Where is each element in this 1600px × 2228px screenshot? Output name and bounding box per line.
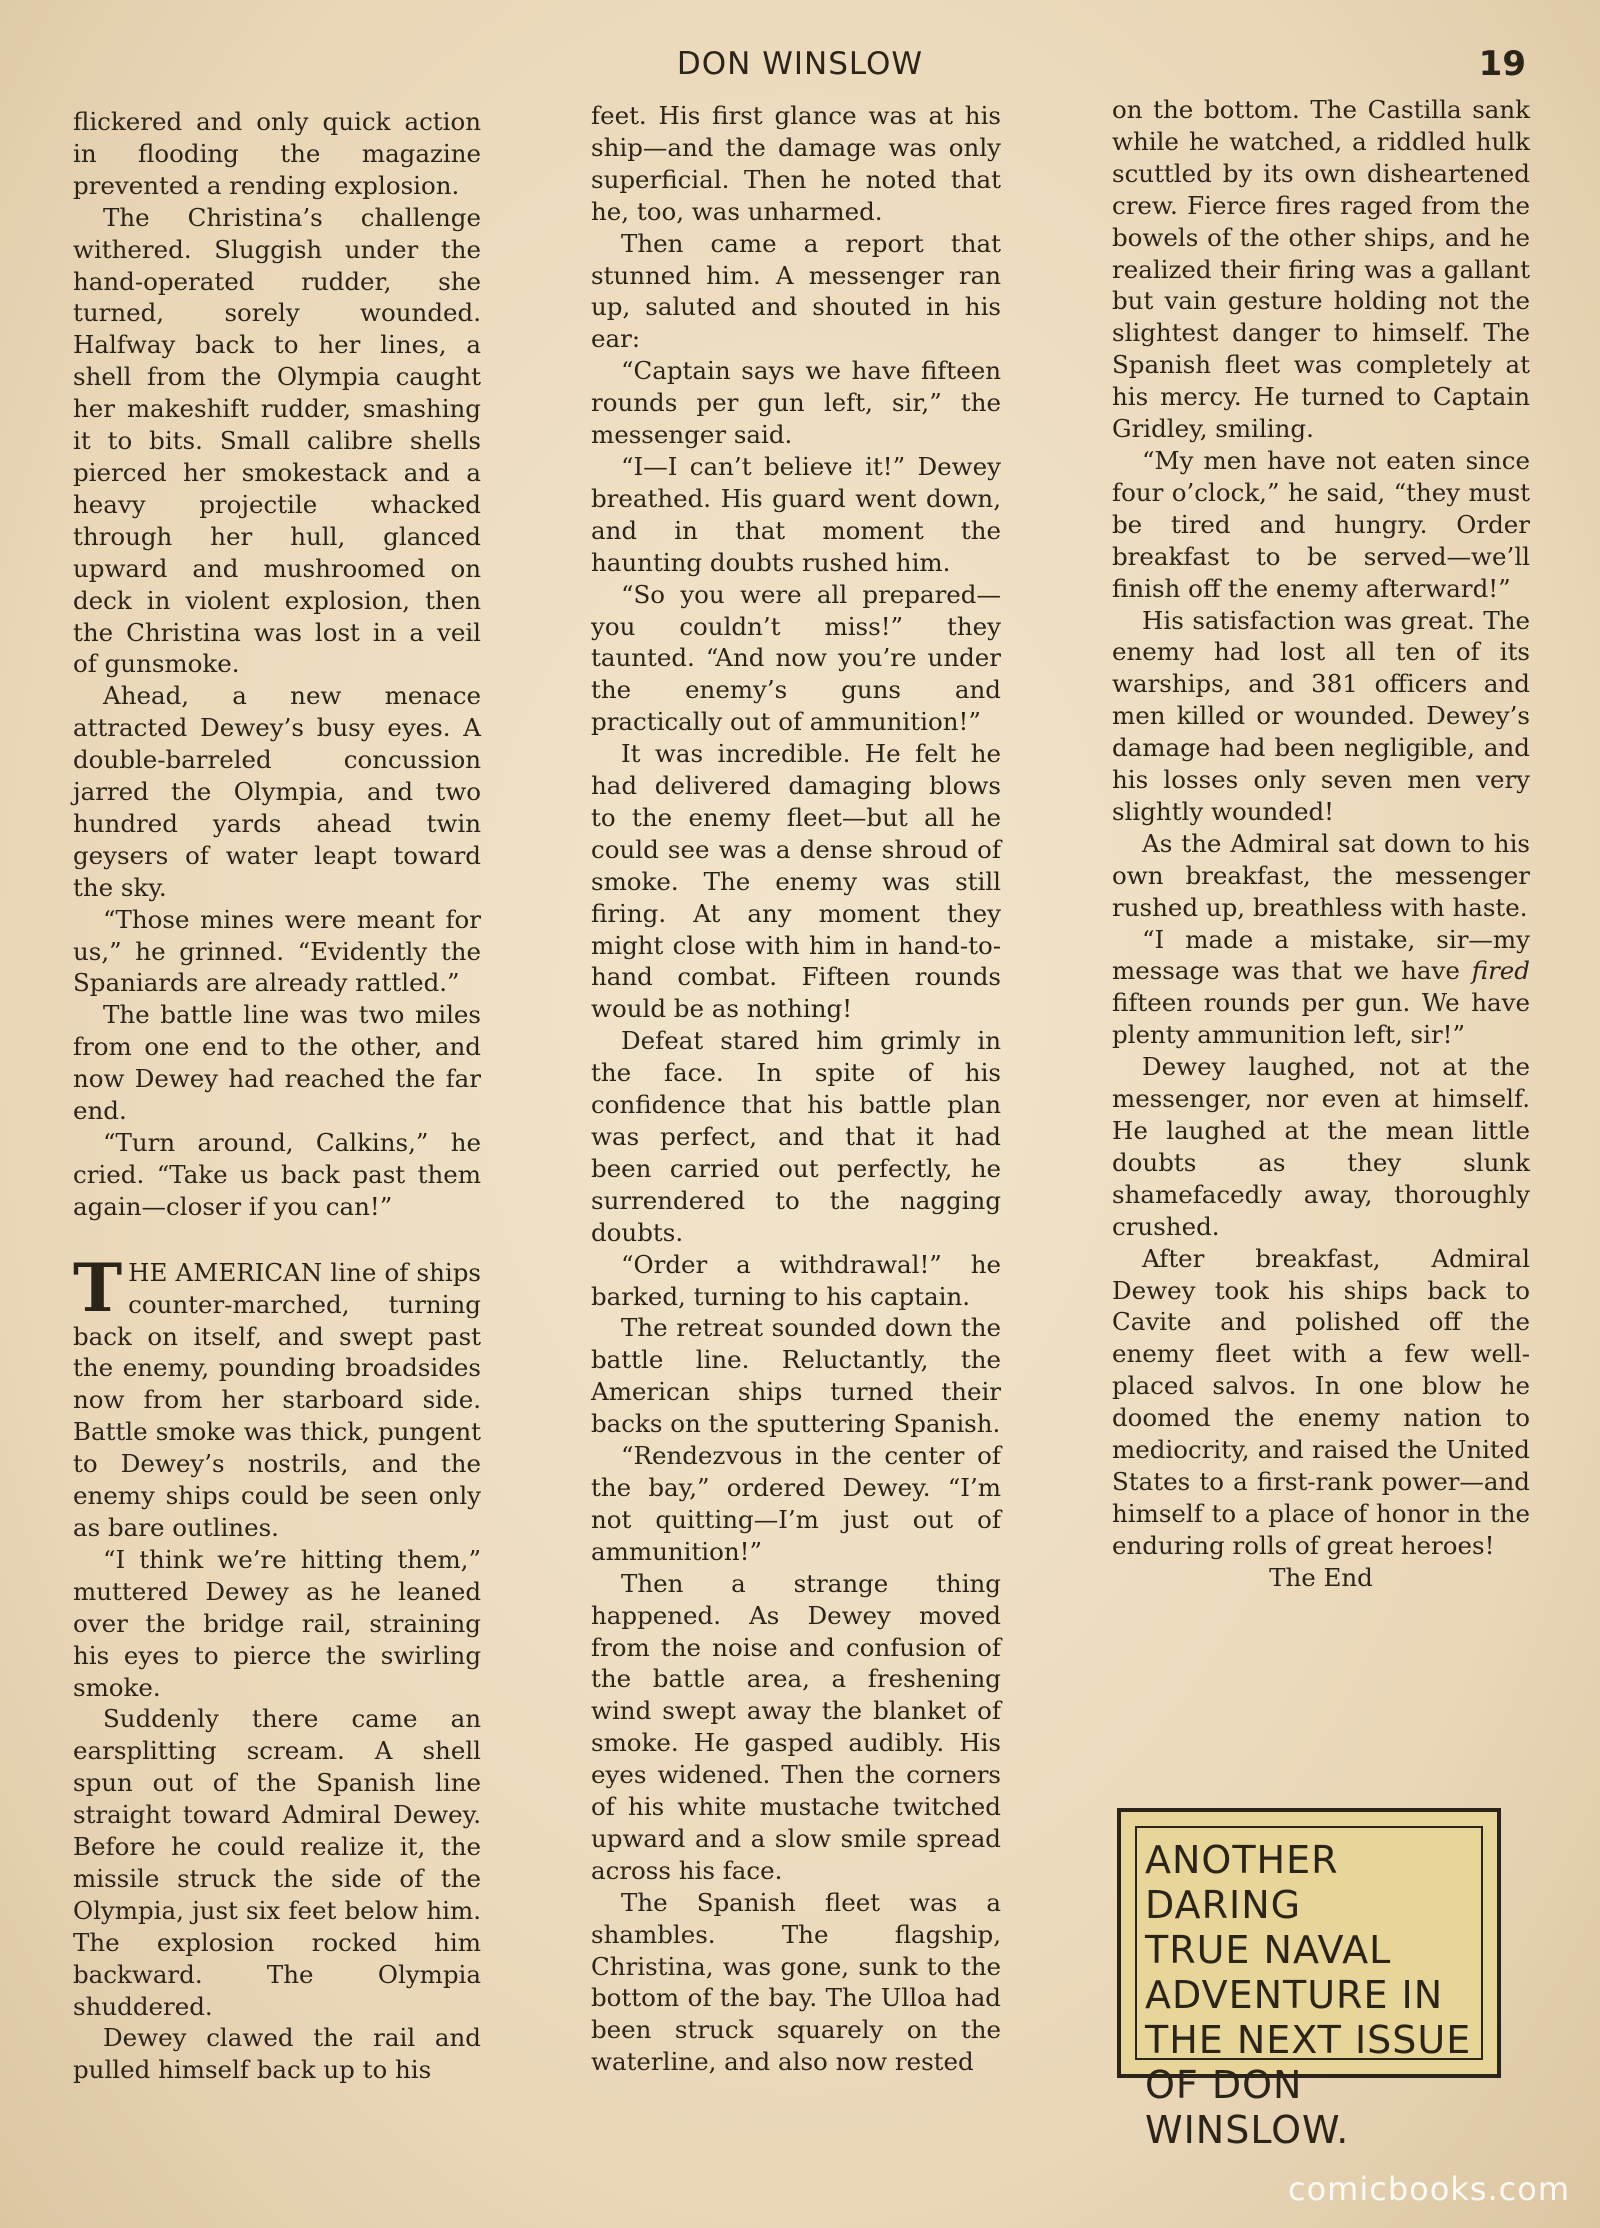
paragraph: “So you were all prepared—you couldn’t miss!” they taunted. “And now you’re under the enemy’s guns and practically out of ammunition!”: [591, 579, 1001, 737]
emphasis: fired: [1471, 956, 1530, 986]
paragraph: “Those mines were meant for us,” he grinned. “Evidently the Spaniards are already rattled.”: [73, 904, 481, 998]
text-column-1: [73, 106, 481, 2086]
promo-text: [1145, 1838, 1485, 2153]
paragraph-text: “I made a mistake, sir—my message was that we have: [1112, 924, 1530, 986]
paragraph: The Christina’s challenge withered. Sluggish under the hand-operated rudder, she turned, sorely wounded. Halfway back to her lines, a shell from the Olympia caught her makeshift rudder, smashing it to bits. Small calibre shells pierced her smokestack and a heavy projectile whacked through her hull, glanced upward and mushroomed on deck in violent explosion, then the Christina was lost in a veil of gunsmoke.: [73, 202, 481, 679]
paragraph: After breakfast, Admiral Dewey took his ships back to Cavite and polished off the enemy fleet with a few well-placed salvos. In one blow he doomed the enemy nation to mediocrity, and raised the United States to a first-rank power—and himself to a place of honor in the enduring rolls of great heroes!: [1112, 1243, 1530, 1560]
drop-cap: T: [73, 1248, 123, 1327]
page-number: 19: [1478, 44, 1526, 84]
paragraph-text: fifteen rounds per gun. We have plenty ammunition left, sir!”: [1112, 988, 1530, 1050]
running-title: DON WINSLOW: [676, 46, 924, 82]
next-issue-promo-box: [1117, 1808, 1501, 2152]
running-head: [0, 44, 1600, 94]
paragraph: feet. His first glance was at his ship—and the damage was only superficial. Then he noted that he, too, was unharmed.: [591, 101, 1001, 226]
paragraph: The battle line was two miles from one end to the other, and now Dewey had reached the far end.: [73, 1000, 481, 1126]
promo-line: THE NEXT ISSUE: [1145, 2018, 1472, 2062]
text-column-2: [591, 100, 1001, 2078]
paragraph: It was incredible. He felt he had delivered damaging blows to the enemy fleet—but all he could see was a dense shroud of smoke. The enemy was still firing. At any moment they might close with him in hand-to-hand combat. Fifteen rounds would be as nothing!: [591, 739, 1001, 1024]
paragraph: “Rendezvous in the center of the bay,” ordered Dewey. “I’m not quitting—I’m just out of ammunition!”: [591, 1441, 1001, 1566]
paragraph: “My men have not eaten since four o’clock,” he said, “they must be tired and hungry. Order breakfast to be served—we’ll finish off the enemy afterward!”: [1112, 445, 1530, 603]
paragraph: As the Admiral sat down to his own breakfast, the messenger rushed up, breathless with haste.: [1112, 828, 1530, 922]
paragraph: Ahead, a new menace attracted Dewey’s busy eyes. A double-barreled concussion jarred the Olympia, and two hundred yards ahead twin geysers of water leapt toward the sky.: [73, 681, 481, 902]
paragraph: “Captain says we have fifteen rounds per gun left, sir,” the messenger said.: [591, 356, 1001, 450]
paragraph: The retreat sounded down the battle line. Reluctantly, the American ships turned their backs on the sputtering Spanish.: [591, 1313, 1001, 1439]
promo-line: TRUE NAVAL: [1145, 1928, 1392, 1972]
paragraph-text: HE AMERICAN line of ships counter-marched, turning back on itself, and swept past the enemy, pounding broadsides now from her starboard side. Battle smoke was thick, pungent to Dewey’s nostrils, and the enemy ships could be seen only as bare outlines.: [73, 1257, 481, 1542]
paragraph: Suddenly there came an earsplitting scream. A shell spun out of the Spanish line straight toward Admiral Dewey. Before he could realize it, the missile struck the side of the Olympia, just six feet below him. The explosion rocked him backward. The Olympia shuddered.: [73, 1704, 481, 2021]
promo-line: ADVENTURE IN: [1145, 1973, 1444, 2017]
paragraph: “Turn around, Calkins,” he cried. “Take us back past them again—closer if you can!”: [73, 1128, 481, 1221]
paragraph: His satisfaction was great. The enemy had lost all ten of its warships, and 381 officers and men killed or wounded. Dewey’s damage had been negligible, and his losses only seven men very slightly wounded!: [1112, 605, 1530, 826]
paragraph: The Spanish fleet was a shambles. The flagship, Christina, was gone, sunk to the bottom of the bay. The Ulloa had been struck squarely on the waterline, and also now rested: [591, 1887, 1001, 2077]
paragraph: flickered and only quick action in flooding the magazine prevented a rending explosion.: [73, 107, 481, 200]
text-column-3: [1112, 94, 1530, 1594]
paragraph: “I think we’re hitting them,” muttered Dewey as he leaned over the bridge rail, straining his eyes to pierce the swirling smoke.: [73, 1544, 481, 1702]
the-end: The End: [1269, 1562, 1373, 1592]
section-start-paragraph: [73, 1248, 481, 1544]
promo-line: OF DON WINSLOW.: [1145, 2063, 1350, 2152]
paragraph: “Order a withdrawal!” he barked, turning to his captain.: [591, 1249, 1001, 1311]
paragraph: Then a strange thing happened. As Dewey moved from the noise and confusion of the battle area, a freshening wind swept away the blanket of smoke. He gasped audibly. His eyes widened. Then the corners of his white mustache twitched upward and a slow smile spread across his face.: [591, 1568, 1001, 1885]
paragraph: on the bottom. The Castilla sank while he watched, a riddled hulk scuttled by its own disheartened crew. Fierce fires raged from the bowels of the other ships, and he realized their firing was a gallant but vain gesture holding not the slightest danger to himself. The Spanish fleet was completely at his mercy. He turned to Captain Gridley, smiling.: [1112, 95, 1530, 444]
paragraph: “I—I can’t believe it!” Dewey breathed. His guard went down, and in that moment the haunting doubts rushed him.: [591, 451, 1001, 577]
paragraph: [1112, 924, 1530, 1052]
paragraph: Defeat stared him grimly in the face. In spite of his confidence that his battle plan was perfect, and that it had been carried out perfectly, he surrendered to the nagging doubts.: [591, 1026, 1001, 1247]
site-watermark: comicbooks.com: [1287, 2170, 1570, 2208]
paragraph: Then came a report that stunned him. A messenger ran up, saluted and shouted in his ear:: [591, 228, 1001, 354]
promo-line: ANOTHER DARING: [1145, 1838, 1339, 1927]
paragraph: Dewey laughed, not at the messenger, nor even at himself. He laughed at the mean little doubts as they slunk shamefacedly away, thoroughly crushed.: [1112, 1052, 1530, 1241]
paragraph: Dewey clawed the rail and pulled himself back up to his: [73, 2023, 481, 2085]
